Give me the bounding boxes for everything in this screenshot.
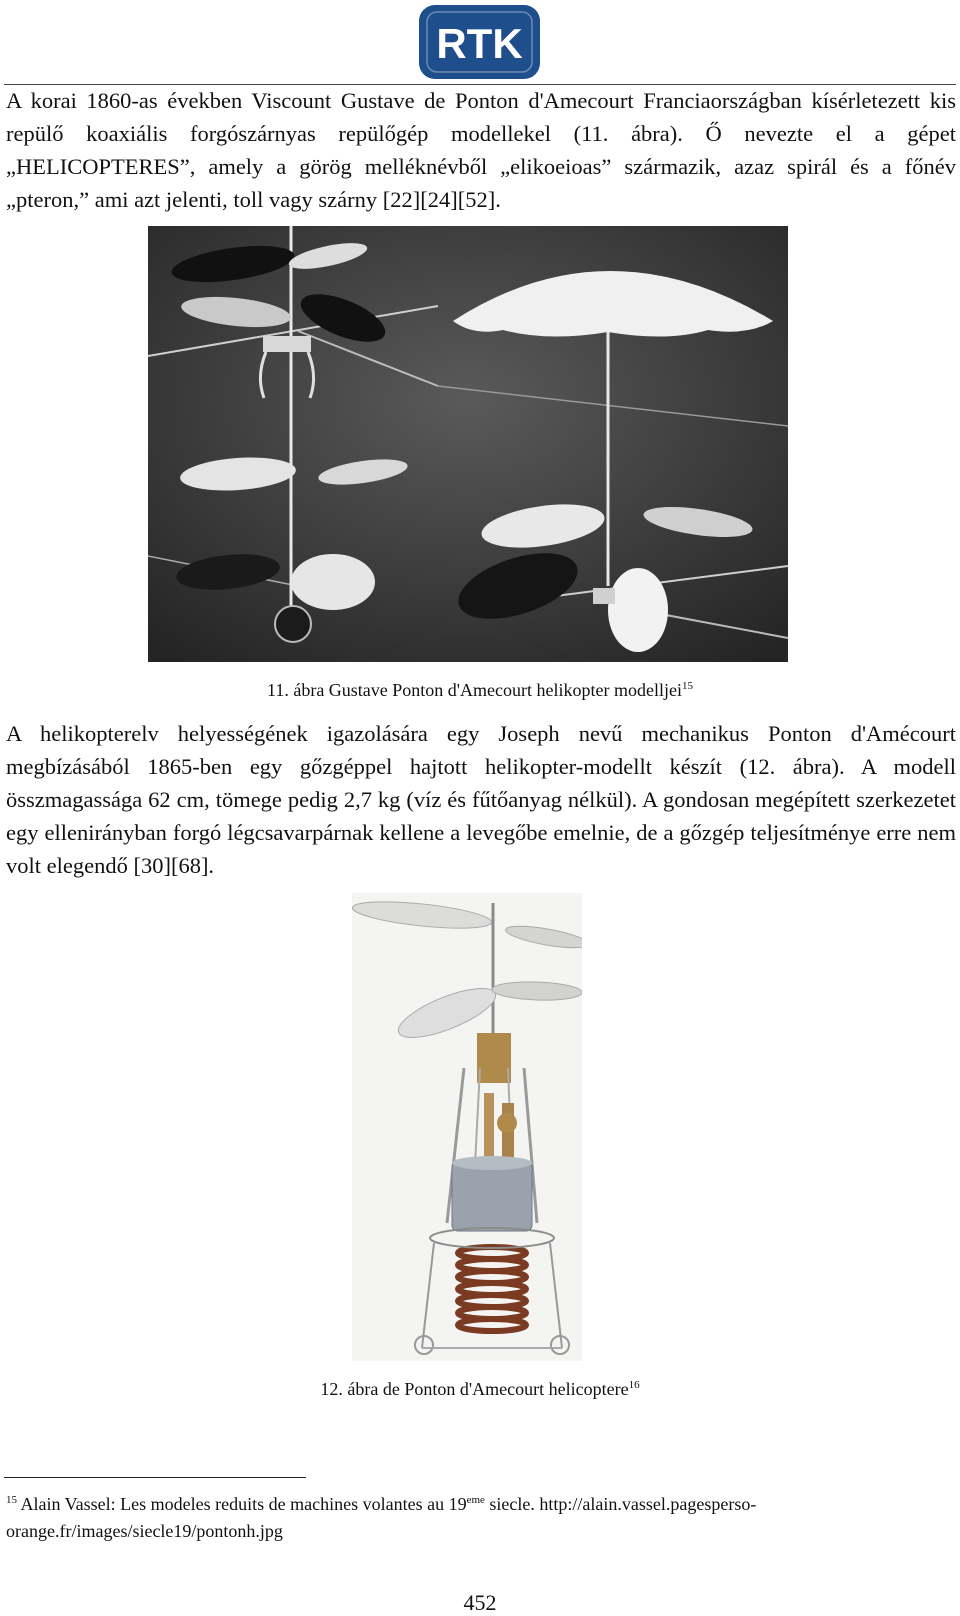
footnote-superscript: eme <box>466 1494 485 1506</box>
figure-12-photo <box>352 893 582 1361</box>
footnote-text-start: Alain Vassel: Les modeles reduits de machines volantes au 19 <box>20 1494 467 1514</box>
figure-11-photo <box>148 226 788 662</box>
paragraph-joseph-model: A helikopterelv helyességének igazolására egy Joseph nevű mechanikus Ponton d'Amécourt megbízásából 1865-ben egy gőzgéppel hajtott helikopter-modellt készít (12. ábra). A modell összmagassága 62 cm, tömege pedig 2,7 kg (víz és fűtőanyag nélkül). A gondosan megépített szerkezetet egy ellenirányban forgó légcsavarpárnak kellene a levegőbe emelnie, de a gőzgép teljesítménye erre nem volt elegendő [30][68]. <box>6 721 956 878</box>
figure-12-footnote-ref: 16 <box>628 1379 640 1391</box>
footnote-15 <box>6 1491 946 1545</box>
figure-11-caption <box>0 679 960 701</box>
figure-12-caption <box>0 1378 960 1400</box>
page-number: 452 <box>463 1590 497 1615</box>
footnote-number: 15 <box>6 1494 17 1506</box>
rtk-logo <box>417 3 542 81</box>
figure-11-footnote-ref: 15 <box>681 680 693 692</box>
paragraph-intro: A korai 1860-as években Viscount Gustave de Ponton d'Amecourt Franciaországban kísérletezett kis repülő koaxiális forgószárnyas repülőgép modellekel (11. ábra). Ő nevezte el a gépet „HELICOPTERES”, amely a görög melléknévből „elikoeioas” származik, azaz spirál és a főnév „pteron,” ami azt jelenti, toll vagy szárny [22][24][52]. <box>6 88 956 212</box>
footnote-text-end: siecle. http://alain.vassel.pagesperso-orange.fr/images/siecle19/pontonh.jpg <box>6 1494 757 1541</box>
footnote-separator <box>4 1477 306 1478</box>
figure-12-caption-text: 12. ábra de Ponton d'Amecourt helicoptere <box>320 1379 629 1399</box>
logo-text: RTK <box>436 20 523 67</box>
figure-11-caption-text: 11. ábra Gustave Ponton d'Amecourt helikopter modelljei <box>267 680 682 700</box>
